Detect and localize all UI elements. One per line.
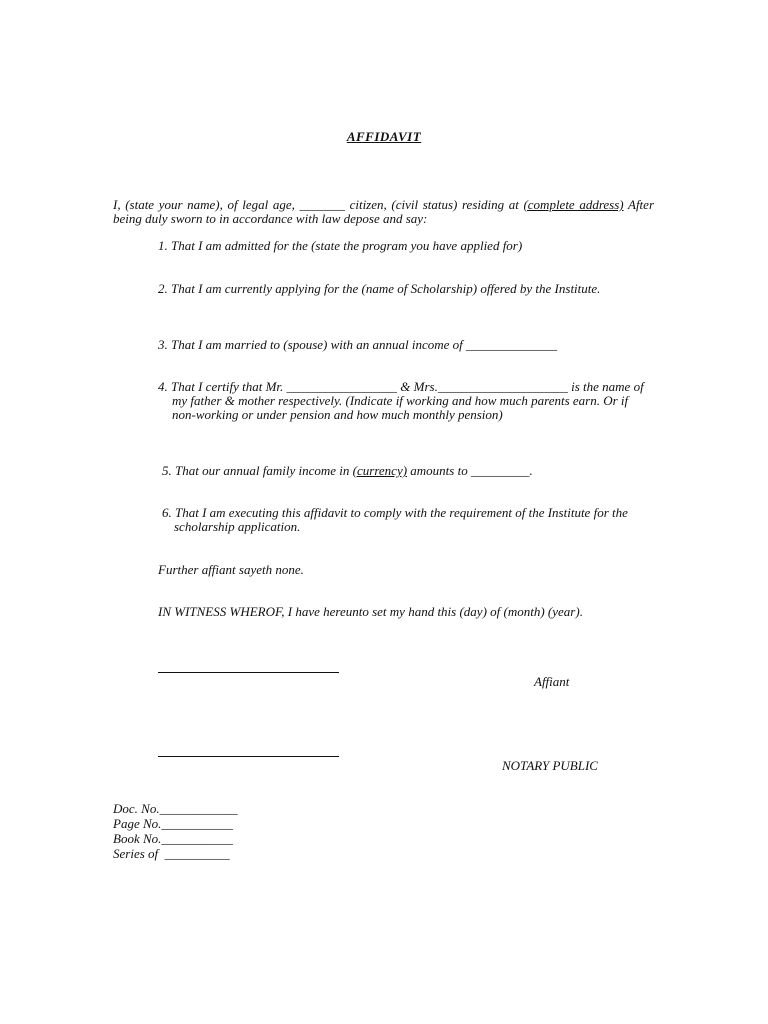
document-title: AFFIDAVIT [346, 129, 422, 144]
list-item-4: 4. That I certify that Mr. _________________ & Mrs.____________________ is the name of my father & mother respectively. (Indicate if working and how much parents earn. Or if non-working or under pension and how much monthly pension) [158, 379, 644, 422]
intro-paragraph: I, (state your name), of legal age, _______ citizen, (civil status) residing at (complete address) After being duly sworn to in accordance with law depose and say: [113, 197, 654, 226]
complete-address: (complete address) [523, 197, 624, 212]
notary-public-label: NOTARY PUBLIC [502, 758, 598, 773]
affiant-signature-line [158, 672, 339, 673]
page-no: Page No.___________ [113, 816, 233, 831]
book-no: Book No.___________ [113, 831, 233, 846]
list-item-3: 3. That I am married to (spouse) with an annual income of ______________ [158, 337, 558, 352]
list-item-6: 6. That I am executing this affidavit to comply with the requirement of the Institute for the scholarship application. [162, 505, 628, 534]
series-of: Series of __________ [113, 846, 230, 861]
notary-signature-line [158, 756, 339, 757]
list-item-2: 2. That I am currently applying for the (name of Scholarship) offered by the Institute. [158, 281, 601, 296]
list-item-5: 5. That our annual family income in (currency) amounts to _________. [162, 463, 533, 478]
doc-no: Doc. No.____________ [113, 801, 238, 816]
in-witness: IN WITNESS WHEROF, I have hereunto set my hand this (day) of (month) (year). [158, 604, 583, 619]
currency: (currency) [352, 463, 408, 478]
list-item-1: 1. That I am admitted for the (state the program you have applied for) [158, 238, 523, 253]
notary-doc-info [113, 801, 238, 861]
affiant-label: Affiant [534, 674, 570, 689]
further-affiant: Further affiant sayeth none. [158, 562, 304, 577]
